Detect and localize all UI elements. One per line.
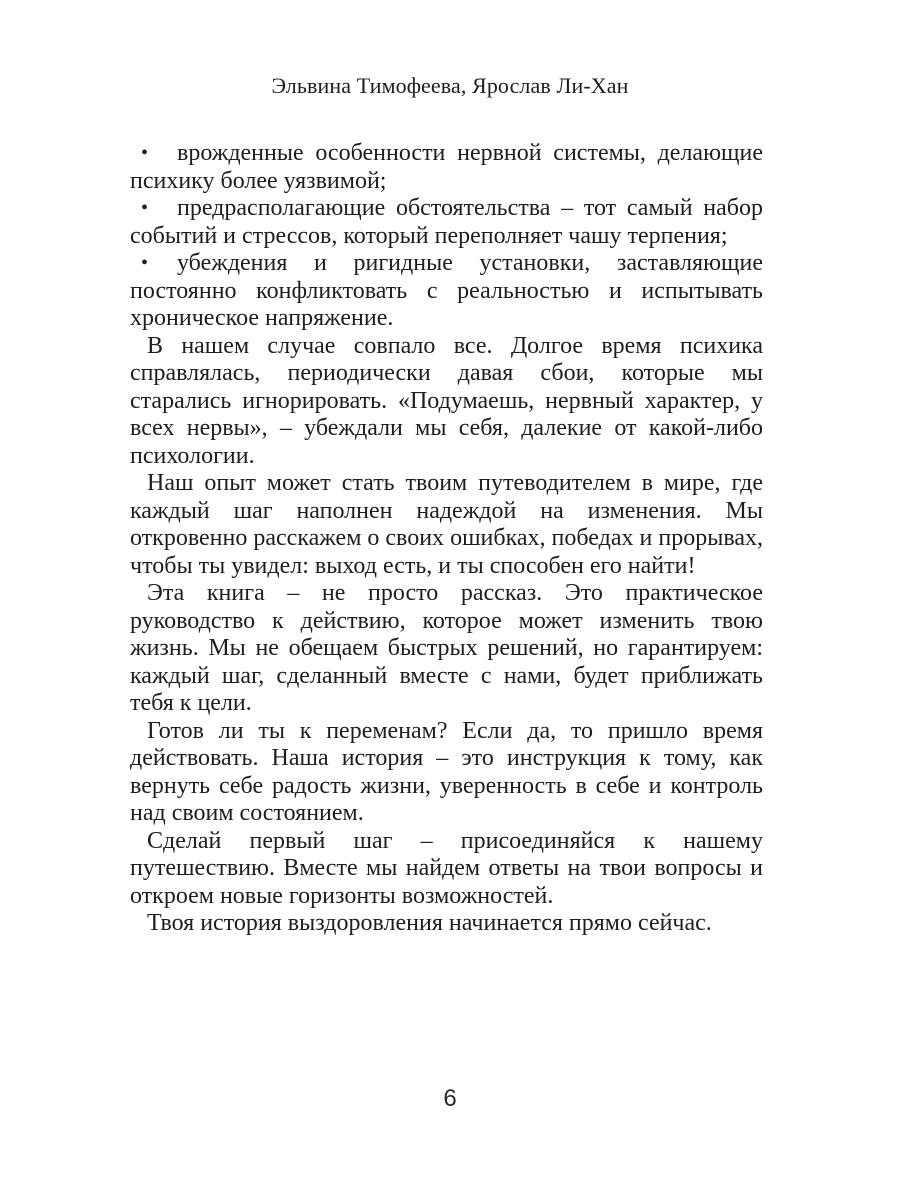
- paragraph: Сделай первый шаг – присоединяйся к нашему путешествию. Вместе мы найдем ответы на твои вопросы и откроем новые горизонты возможностей.: [130, 827, 763, 909]
- bullet-item: [130, 140, 763, 195]
- bullet-list: [130, 140, 763, 333]
- paragraph: Твоя история выздоровления начинается прямо сейчас.: [147, 910, 712, 936]
- paragraph: Готов ли ты к переменам? Если да, то пришло время действовать. Наша история – это инструкция к тому, как вернуть себе радость жизни, уверенность в себе и контроль над своим состоянием.: [130, 717, 763, 826]
- paragraph: Эта книга – не просто рассказ. Это практическое руководство к действию, которое может изменить твою жизнь. Мы не обещаем быстрых решений, но гарантируем: каждый шаг, сделанный вместе с нами, будет приближать тебя к цели.: [130, 580, 763, 716]
- bullet-item: [130, 250, 763, 333]
- body-text: [130, 140, 763, 938]
- bullet-icon: •: [141, 197, 149, 219]
- paragraph: Наш опыт может стать твоим путеводителем в мире, где каждый шаг наполнен надеждой на изменения. Мы откровенно расскажем о своих ошибках, победах и прорывах, чтобы ты увидел: выход есть, и ты способен его найти!: [130, 470, 763, 579]
- bullet-text: врожденные особенности нервной системы, делающие психику более уязвимой;: [130, 140, 763, 194]
- bullet-icon: •: [141, 142, 149, 164]
- bullet-icon: •: [141, 252, 149, 274]
- page-number: 6: [443, 1085, 457, 1112]
- bullet-text: убеждения и ригидные установки, заставляющие постоянно конфликтовать с реальностью и испытывать хроническое напряжение.: [130, 250, 763, 331]
- bullet-item: [130, 195, 763, 250]
- bullet-text: предрасполагающие обстоятельства – тот самый набор событий и стрессов, который переполняет чашу терпения;: [130, 195, 763, 249]
- running-head: Эльвина Тимофеева, Ярослав Ли-Хан: [271, 73, 629, 98]
- paragraph: В нашем случае совпало все. Долгое время психика справлялась, периодически давая сбои, которые мы старались игнорировать. «Подумаешь, нервный характер, у всех нервы», – убеждали мы себя, далекие от какой-либо психологии.: [130, 332, 763, 469]
